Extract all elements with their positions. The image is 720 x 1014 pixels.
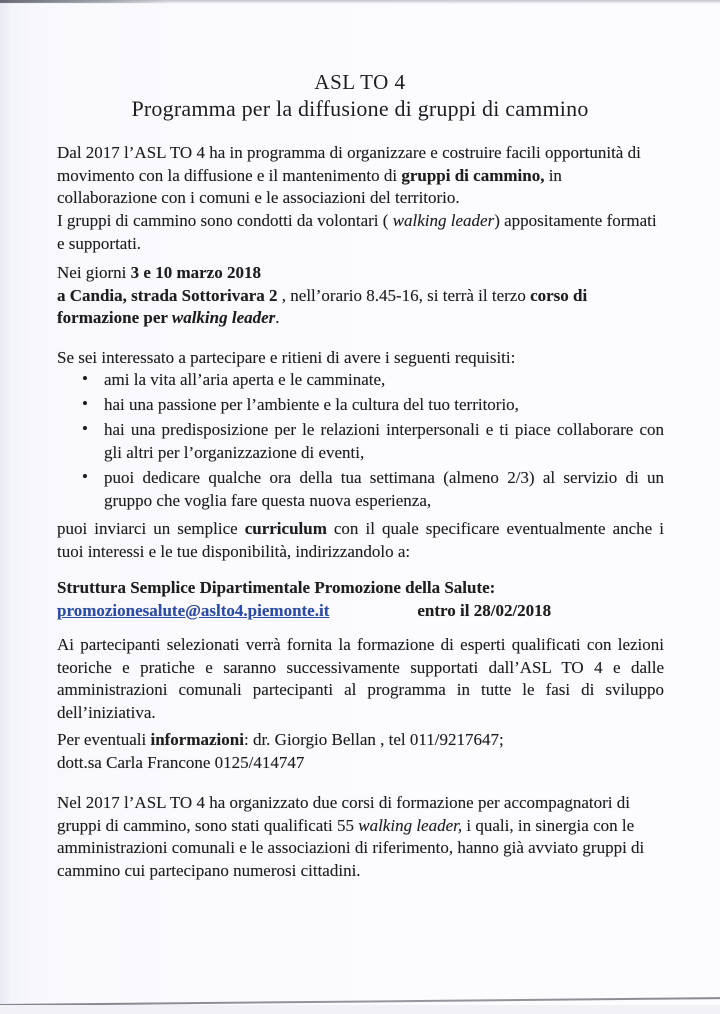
- course-date: 3 e 10 marzo 2018: [130, 263, 261, 282]
- info-bold: informazioni: [150, 730, 244, 749]
- document-subtitle: Programma per la diffusione di gruppi di cammino: [131, 96, 589, 121]
- intro-walking-leader: walking leader: [392, 211, 495, 231]
- bullet-icon: •: [82, 419, 88, 439]
- document-title: ASL TO 4: [314, 70, 406, 94]
- bullet-icon: •: [82, 467, 88, 487]
- cv-bold-curriculum: curriculum: [244, 519, 327, 538]
- requirement-item: [57, 394, 664, 417]
- course-place: a Candia, strada Sottorivara 2: [57, 285, 278, 305]
- intro-paragraph: [57, 142, 664, 256]
- requirements-intro: Se sei interessato a partecipare e ritieni di avere i seguenti requisiti:: [57, 348, 516, 367]
- course-name: corso di formazione per: [57, 285, 588, 328]
- requirement-text: hai una predisposizione per le relazioni interpersonali e ti piace collaborare con gli altri per l’organizzazione di eventi,: [104, 420, 664, 463]
- course-text-1: Nei giorni: [57, 263, 131, 282]
- intro-text-2: in collaborazione con i comuni e le associazioni del territorio.: [57, 165, 562, 208]
- info-text-2: : dr. Giorgio Bellan , tel 011/9217647;: [243, 730, 504, 749]
- history-walking-leader: walking leader,: [358, 815, 463, 835]
- history-text-1: Nel 2017 l’ASL TO 4 ha organizzato due corsi di formazione per accompagnatori di gruppi di cammino, sono stati qualificati 55: [57, 793, 630, 835]
- training-paragraph: Ai partecipanti selezionati verrà fornita la formazione di esperti qualificati con lezioni teoriche e pratiche e saranno successivamente supportati dall’ASL TO 4 e dalle amministrazioni comunali partecipanti al programma in tutte le fasi di sviluppo dell’iniziativa.: [57, 635, 664, 723]
- intro-bold-gruppi: gruppi di cammino,: [401, 165, 545, 185]
- history-text-2: i quali, in sinergia con le amministrazioni comunali e le associazioni di riferimento, hanno già avviato gruppi di cammino cui partecipano numerosi cittadini.: [57, 815, 645, 881]
- course-text-2: , nell’orario 8.45-16, si terrà il terzo: [277, 285, 531, 305]
- scan-bottom-area: [0, 1005, 720, 1014]
- requirement-item: [57, 369, 664, 392]
- intro-line2-text-1: I gruppi di cammino sono condotti da volontari (: [57, 211, 393, 231]
- history-paragraph: [57, 792, 664, 883]
- contact-header: Struttura Semplice Dipartimentale Promozione della Salute:: [57, 578, 496, 597]
- requirement-text: hai una passione per l’ambiente e la cultura del tuo territorio,: [104, 395, 519, 415]
- requirement-text: ami la vita all’aria aperta e le camminate,: [104, 370, 386, 389]
- requirement-item: [57, 467, 664, 512]
- curriculum-paragraph: [57, 518, 664, 563]
- email-link[interactable]: promozionesalute@aslto4.piemonte.it: [57, 600, 330, 620]
- intro-text-1: Dal 2017 l’ASL TO 4 ha in programma di organizzare e costruire facili opportunità di movimento con la diffusione e il mantenimento di: [57, 143, 641, 185]
- contact-line: [57, 600, 664, 623]
- contact-block: [57, 577, 664, 622]
- document-body: [57, 0, 664, 1014]
- cv-text-1: puoi inviarci un semplice: [57, 519, 245, 538]
- info-text-1: Per eventuali: [57, 730, 151, 749]
- requirements-list: [57, 369, 664, 515]
- bullet-icon: •: [82, 369, 88, 388]
- course-walking-leader: walking leader: [171, 308, 276, 328]
- info-contacts-paragraph: [57, 729, 664, 774]
- course-text-3: .: [275, 308, 280, 328]
- course-announcement-paragraph: [57, 262, 664, 330]
- requirement-text: puoi dedicare qualche ora della tua settimana (almeno 2/3) al servizio di un gruppo che voglia fare questa nuova esperienza,: [104, 468, 664, 511]
- info-line2: dott.sa Carla Francone 0125/414747: [57, 752, 305, 772]
- intro-line2-text-2: ) appositamente formati e supportati.: [57, 211, 657, 253]
- bullet-icon: •: [82, 394, 88, 414]
- requirement-item: [57, 419, 664, 464]
- cv-text-2: con il quale specificare eventualmente anche i tuoi interessi e le tue disponibilità, indirizzandolo a:: [57, 519, 664, 561]
- deadline-text: entro il 28/02/2018: [417, 600, 552, 620]
